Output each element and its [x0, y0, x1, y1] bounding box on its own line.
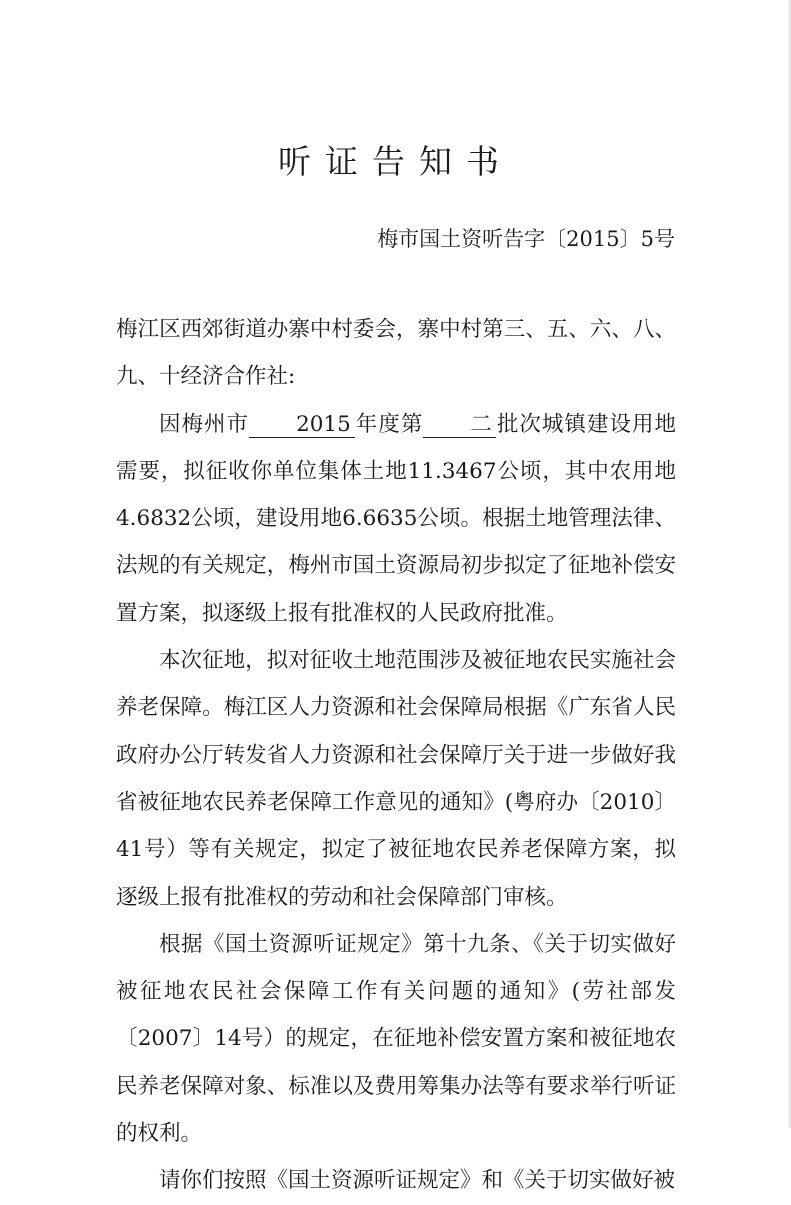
scan-edge-shadow [787, 0, 791, 1128]
addressee: 梅江区西郊街道办寨中村委会，寨中村第三、五、六、八、九、十经济合作社: [116, 317, 676, 390]
paragraph-social-security: 本次征地，拟对征收土地范围涉及被征地农民实施社会养老保障。梅江区人力资源和社会保障局根据《广东省人民政府办公厅转发省人力资源和社会保障厅关于进一步做好我省被征地农民养老保障工作意见的通知》(粤府办〔2010〕41号）等有关规定，拟定了被征地农民养老保障方案，拟逐级上报有批准权的劳动和社会保障部门审核。 [116, 648, 676, 910]
document-body [116, 306, 676, 1205]
paragraph-land-acquisition [116, 401, 676, 637]
fill-in-year: 2015 [249, 413, 355, 438]
document-number: 梅市国土资听告字〔2015〕5号 [377, 227, 675, 251]
fill-in-batch: 二 [423, 413, 496, 438]
paragraph-request: 请你们按照《国土资源听证规定》和《关于切实做好被 [159, 1168, 676, 1194]
para1-rest: 批次城镇建设用地需要，拟征收你单位集体土地11.3467公顷，其中农用地4.6832公顷，建设用地6.6635公顷。根据土地管理法律、法规的有关规定，梅州市国土资源局初步拟定了征地补偿安置方案，拟逐级上报有批准权的人民政府批准。 [116, 411, 676, 626]
para1-mid: 年度第 [354, 411, 424, 437]
para1-prefix: 因梅州市 [159, 411, 250, 437]
paragraph-hearing-rights: 根据《国土资源听证规定》第十九条、《关于切实做好被征地农民社会保障工作有关问题的通知》(劳社部发〔2007〕14号）的规定，在征地补偿安置方案和被征地农民养老保障对象、标准以及费用筹集办法等有要求举行听证的权利。 [116, 931, 676, 1147]
document-title: 听证告知书 [278, 142, 513, 181]
